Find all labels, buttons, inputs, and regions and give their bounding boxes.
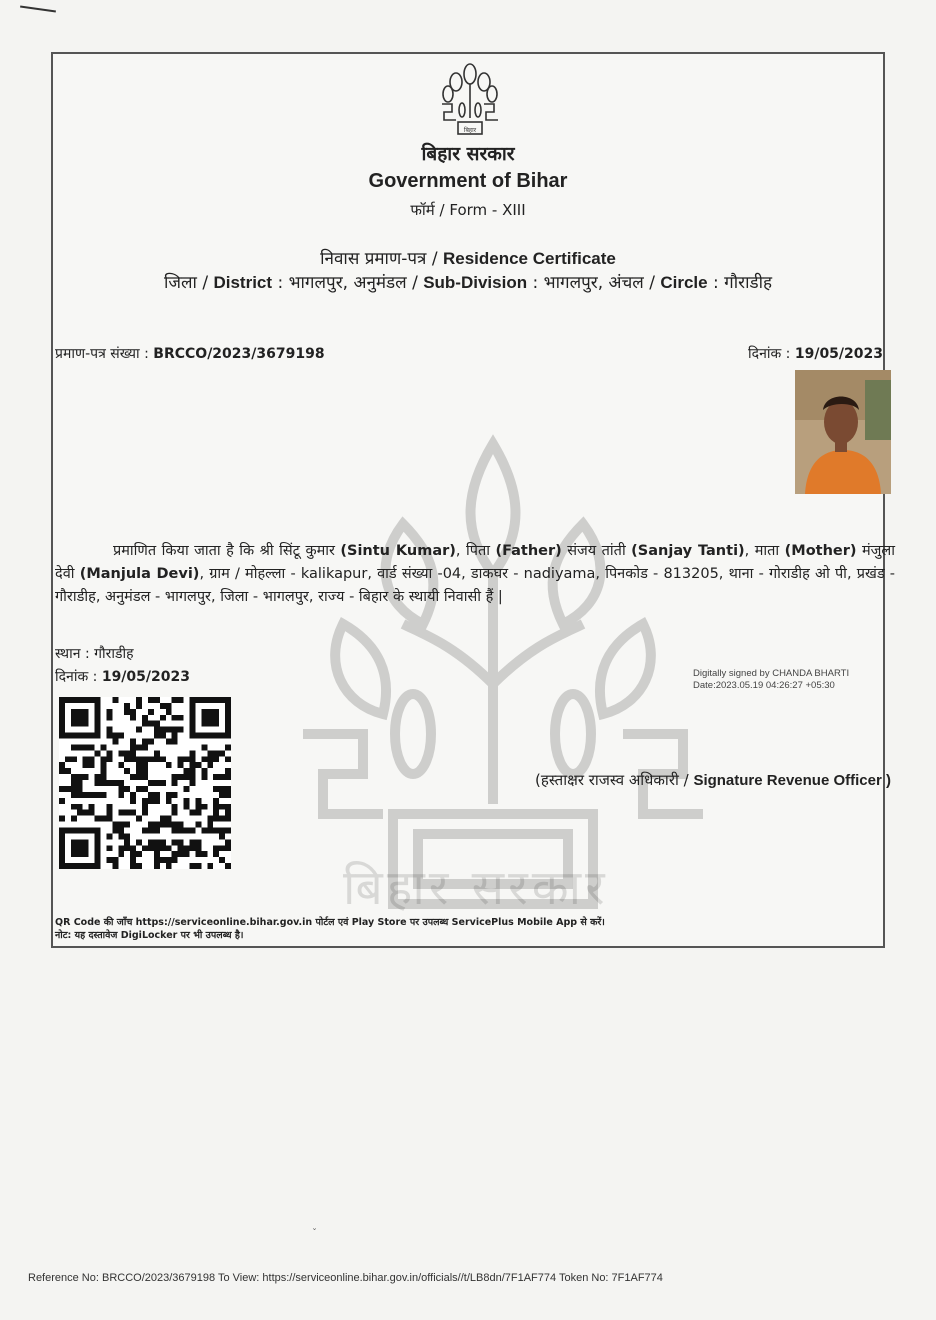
digital-signature-block	[693, 668, 849, 692]
certificate-date-value: 19/05/2023	[794, 346, 883, 362]
watermark-text: बिहार सरकार	[343, 860, 609, 916]
statement-part-3: संजय तांती	[561, 543, 632, 559]
mother-label: (Mother)	[784, 543, 857, 559]
bihar-emblem-icon	[436, 62, 504, 136]
certificate-frame	[51, 52, 896, 948]
issue-place	[55, 644, 134, 663]
district-label-hindi: जिला /	[163, 273, 214, 293]
certificate-number-label: प्रमाण-पत्र संख्या :	[55, 346, 154, 362]
signature-label-hindi: (हस्ताक्षर राजस्व अधिकारी /	[535, 771, 694, 789]
paper-mark	[20, 6, 56, 13]
digital-signature-date: Date:2023.05.19 04:26:27 +05:30	[693, 680, 835, 691]
issue-date	[55, 667, 190, 686]
issue-place-value: गौराडीह	[94, 646, 134, 662]
certificate-date-label: दिनांक :	[748, 346, 795, 362]
circle-value: : गौराडीह	[707, 273, 772, 293]
digilocker-note: नोट: यह दस्तावेज DigiLocker पर भी उपलब्ध है।	[55, 930, 244, 941]
form-number: फॉर्म / Form - XIII	[410, 201, 526, 219]
govt-hindi-title: बिहार सरकार	[421, 143, 515, 165]
govt-english-title: Government of Bihar	[368, 170, 568, 192]
emblem-label: बिहार	[463, 127, 477, 134]
statement-part-4: , माता	[744, 543, 785, 559]
subdivision-value: : भागलपुर, अंचल /	[527, 273, 661, 293]
district-line	[53, 270, 883, 293]
father-label: (Father)	[495, 543, 562, 559]
certificate-title-hindi: निवास प्रमाण-पत्र /	[320, 249, 443, 269]
qr-verification-note	[55, 916, 605, 942]
issue-date-label: दिनांक :	[55, 669, 102, 685]
applicant-photo	[795, 370, 891, 494]
certificate-number-value: BRCCO/2023/3679198	[153, 346, 325, 362]
signature-label	[535, 770, 891, 790]
reference-footer: Reference No: BRCCO/2023/3679198 To View: https://serviceonline.bihar.gov.in/officials//t/LB8dn/7F1AF774 Token No: 7F1AF774	[28, 1272, 663, 1284]
issue-place-label: स्थान :	[55, 646, 95, 662]
statement-part-6: , ग्राम / मोहल्ला - kalikapur, वार्ड संख्या -04, डाकघर - nadiyama, पिनकोड - 813205, थाना - गोराडीह ओ पी, प्रखंड - गौराडीह, अनुमंडल - भागलपुर, जिला - भागलपुर, राज्य - बिहार के स्थायी निवासी हैं |	[55, 566, 895, 605]
district-label: District	[213, 273, 273, 292]
stray-mark: ˇ	[312, 1228, 317, 1239]
applicant-name-english: (Sintu Kumar)	[340, 543, 456, 559]
certificate-number	[55, 344, 325, 363]
signature-label-english: Signature Revenue Officer )	[693, 772, 891, 789]
issue-date-value: 19/05/2023	[101, 669, 190, 685]
subdivision-label: Sub-Division	[423, 273, 528, 292]
digital-signature-signer: Digitally signed by CHANDA BHARTI	[693, 668, 850, 679]
qr-note-text: QR Code की जाँच https://serviceonline.bihar.gov.in पोर्टल एवं Play Store पर उपलब्ध ServicePlus Mobile App से करें।	[55, 917, 605, 928]
certificate-title	[53, 246, 883, 269]
father-name-english: (Sanjay Tanti)	[631, 543, 745, 559]
district-value: : भागलपुर, अनुमंडल /	[272, 273, 424, 293]
mother-name-english: (Manjula Devi)	[79, 566, 200, 582]
statement-part-5: मंजुला देवी	[55, 543, 896, 582]
certificate-title-english: Residence Certificate	[442, 249, 616, 268]
statement-part-1: प्रमाणित किया जाता है कि श्री सिंटू कुमार	[113, 543, 341, 559]
circle-label: Circle	[660, 273, 708, 292]
certificate-statement	[55, 540, 895, 609]
qr-code	[59, 694, 231, 872]
certificate-date	[748, 344, 883, 363]
statement-part-2: , पिता	[455, 543, 496, 559]
